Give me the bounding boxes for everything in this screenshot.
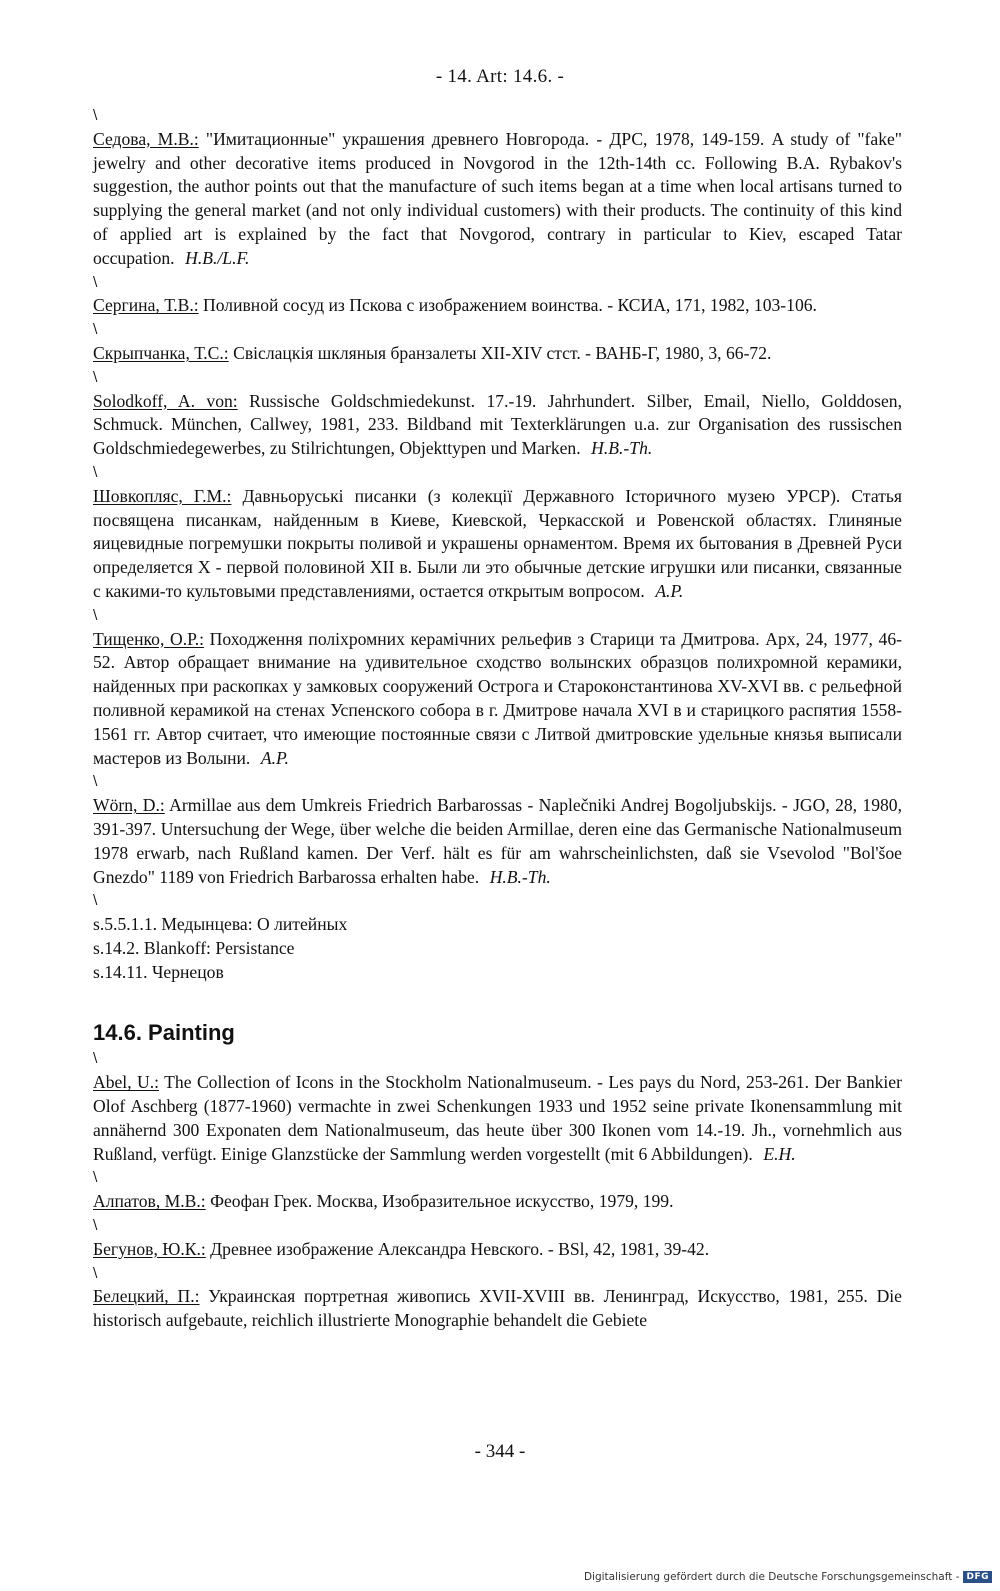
dfg-logo: DFG	[963, 1571, 992, 1583]
bibliography-body	[93, 104, 902, 1333]
bibliography-entry	[93, 1071, 902, 1166]
entry-separator: \	[93, 1170, 98, 1186]
entry-separator: \	[93, 893, 98, 909]
entry-reviewer: H.B./L.F.	[185, 247, 250, 268]
entry-author: Бегунов, Ю.К.:	[93, 1238, 206, 1259]
entry-author: Белецкий, П.:	[93, 1286, 200, 1307]
entry-separator: \	[93, 369, 98, 385]
bibliography-entry	[93, 1238, 902, 1262]
entry-reviewer: E.H.	[763, 1143, 796, 1164]
section-heading: 14.6. Painting	[93, 1020, 235, 1046]
credit-text: Digitalisierung gefördert durch die Deutsche Forschungsgemeinschaft -	[583, 1571, 960, 1583]
digitization-credit	[584, 1571, 992, 1583]
entry-reviewer: H.B.-Th.	[489, 866, 551, 887]
bibliography-entry	[93, 1190, 902, 1214]
entry-separator: \	[93, 774, 98, 790]
entry-separator: \	[93, 607, 98, 623]
bibliography-entry	[93, 1285, 902, 1333]
bibliography-entry	[93, 294, 902, 318]
bibliography-entry	[93, 342, 902, 366]
entry-author: Алпатов, М.В.:	[93, 1191, 206, 1212]
entry-author: Сергина, Т.В.:	[93, 295, 199, 316]
entry-separator: \	[93, 322, 98, 338]
entry-text: Поливной сосуд из Пскова с изображением воинства. - КСИА, 171, 1982, 103-106.	[203, 295, 817, 316]
entry-separator: \	[93, 274, 98, 290]
entry-author: Abel, U.:	[93, 1072, 160, 1093]
cross-reference: s.14.2. Blankoff: Persistance	[93, 937, 295, 958]
entry-separator: \	[93, 464, 98, 480]
entry-separator: \	[93, 1218, 98, 1234]
entry-author: Шовкопляс, Г.М.:	[93, 485, 232, 506]
entry-author: Скрыпчанка, Т.С.:	[93, 342, 229, 363]
entry-reviewer: A.P.	[655, 580, 684, 601]
entries-before-list	[93, 104, 902, 913]
cross-reference: s.14.11. Чернецов	[93, 961, 224, 982]
entry-author: Седова, М.В.:	[93, 128, 199, 149]
bibliography-entry	[93, 485, 902, 604]
bibliography-entry	[93, 794, 902, 889]
entry-author: Solodkoff, A. von:	[93, 390, 238, 411]
entry-separator: \	[93, 1051, 98, 1067]
cross-reference: s.5.5.1.1. Медынцева: О литейных	[93, 914, 348, 935]
entries-after-list	[93, 1047, 902, 1333]
entry-separator: \	[93, 108, 98, 123]
running-head: - 14. Art: 14.6. -	[435, 66, 565, 87]
entry-author: Wörn, D.:	[93, 795, 165, 816]
entry-reviewer: A.P.	[260, 747, 289, 768]
page-number: - 344 -	[474, 1441, 526, 1462]
entry-text: Украинская портретная живопись XVII-XVIII вв. Ленинград, Искусство, 1981, 255. Die historisch aufgebaute, reichlich illustrierte Monographie behandelt die Gebiete	[93, 1286, 902, 1331]
entry-text: Древнее изображение Александра Невского. - BSl, 42, 1981, 39-42.	[210, 1238, 710, 1259]
entry-text: "Имитационные" украшения древнего Новгорода. - ДРС, 1978, 149-159. A study of "fake" jewelry and other decorative items produced in Novgorod in the 12th-14th cc. Following B.A. Rybakov's suggestion, the author points out that the manufacture of such items began at a time when local artisans turned to supplying the general market (and not only individual customers) with their products. The continuity of this kind of applied art is explained by the fact that Novgorod, contrary in particular to Kiev, escaped Tatar occupation.	[93, 128, 902, 268]
entry-text: Походження поліхромних керамічних рельефив з Старици та Дмитрова. Арх, 24, 1977, 46-52. Автор обращает внимание на удивительное сходство волынских образцов полихромной керамики, найденных при раскопках у замковых сооружений Острога и Староконстантинова XV-XVI вв. с рельефной поливной керамикой на стенах Успенского собора в г. Дмитрове начала XVI в и старицкого распятия 1558-1561 гг. Автор считает, что имеющие постоянные связи с Литвой дмитровские удельные князья выписали мастеров из Волыни.	[93, 628, 902, 768]
entry-separator: \	[93, 1265, 98, 1281]
bibliography-entry	[93, 390, 902, 461]
bibliography-entry	[93, 128, 902, 271]
entry-text: Свіслацкія шкляныя бранзалеты XII-XIV стст. - ВАНБ-Г, 1980, 3, 66-72.	[233, 342, 772, 363]
entry-reviewer: H.B.-Th.	[591, 438, 653, 459]
entry-author: Тищенко, О.Р.:	[93, 628, 204, 649]
bibliography-entry	[93, 628, 902, 771]
cross-reference-list	[93, 913, 902, 984]
entry-text: The Collection of Icons in the Stockholm Nationalmuseum. - Les pays du Nord, 253-261. Der Bankier Olof Aschberg (1877-1960) vermachte in zwei Schenkungen 1933 und 1952 seine private Ikonensammlung mit annähernd 300 Exponaten dem Nationalmuseum, das heute über 300 Ikonen vom 14.-19. Jh., vornehmlich aus Rußland, verfügt. Einige Glanzstücke der Sammlung werden vorgestellt (mit 6 Abbildungen).	[93, 1072, 902, 1164]
entry-text: Armillae aus dem Umkreis Friedrich Barbarossas - Naplečniki Andrej Bogoljubskijs. - JGO, 28, 1980, 391-397. Untersuchung der Wege, über welche die beiden Armillae, deren eine das Germanische Nationalmuseum 1978 erwarb, nach Rußland kamen. Der Verf. hält es für am wahrscheinlichsten, daß sie Vsevolod "Bol'šoe Gnezdo" 1189 von Friedrich Barbarossa erhalten habe.	[93, 795, 902, 887]
entry-text: Феофан Грек. Москва, Изобразительное искусство, 1979, 199.	[210, 1191, 674, 1212]
entry-text: Russische Goldschmiedekunst. 17.-19. Jahrhundert. Silber, Email, Niello, Golddosen, Schmuck. München, Callwey, 1981, 233. Bildband mit Texterklärungen u.a. zur Organisation des russischen Goldschmiedegewerbes, zu Stilrichtungen, Objekttypen und Marken.	[93, 390, 902, 459]
entry-text: Давньоруські писанки (з колекції Державного Історичного музею УРСР). Статья посвящена писанкам, найденным в Киеве, Киевской, Черкасской и Ровенской областях. Глиняные яицевидные погремушки покрыты поливой и украшены орнаментом. Время их бытования в Древней Руси определяется X - первой половиной XII в. Были ли это обычные детские игрушки или писанки, связанные с какими-то культовыми представлениями, остается открытым вопросом.	[93, 485, 902, 601]
